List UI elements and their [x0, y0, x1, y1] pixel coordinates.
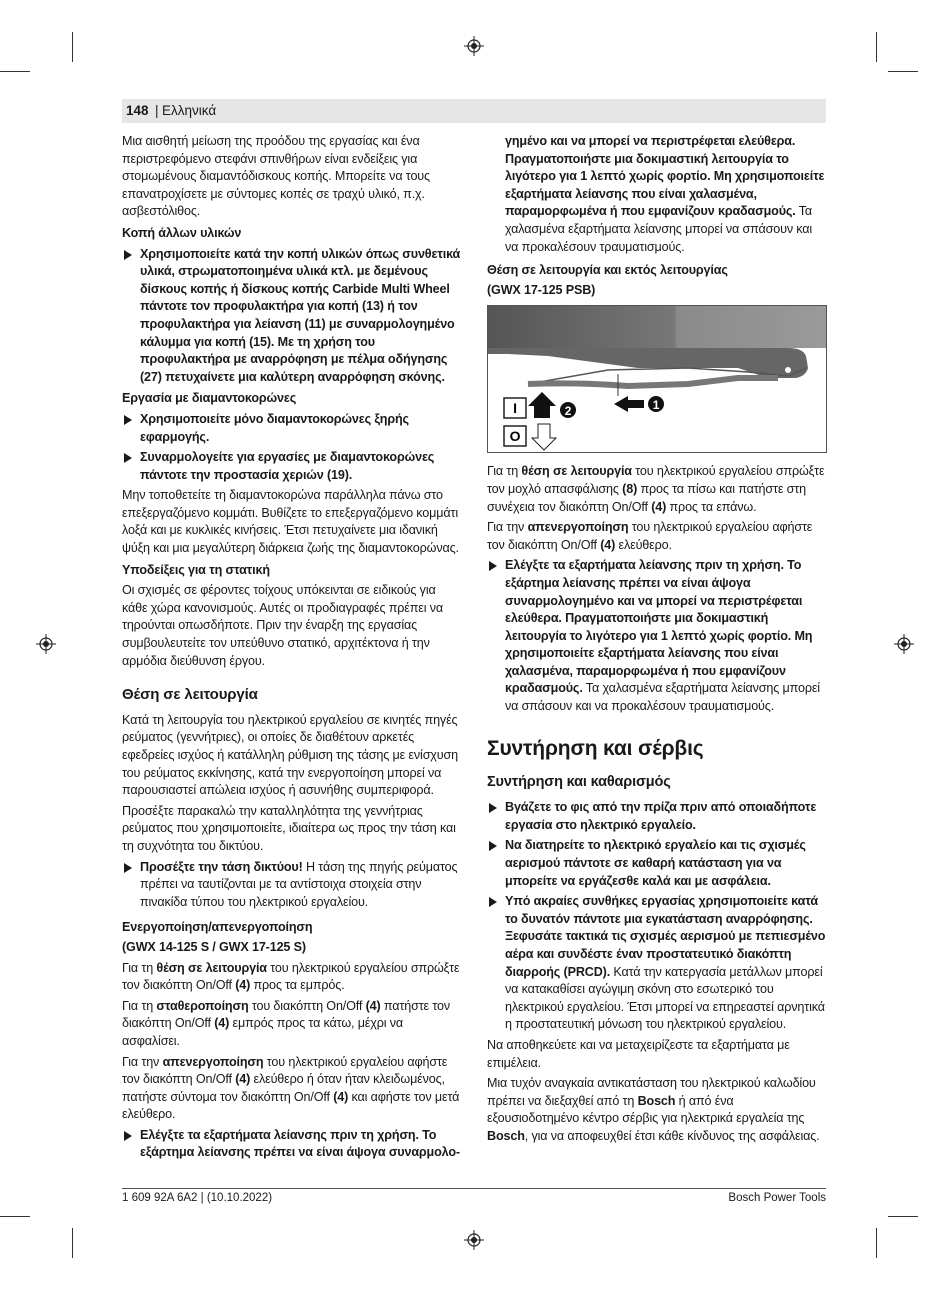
bullet-check-continued	[487, 133, 827, 256]
text-run: του ηλεκτρικού εργαλείου σπρώξτε τον μοχλό απασφάλισης	[487, 464, 825, 496]
heading-diamond-bits: Εργασία με διαμαντοκορώνες	[122, 391, 297, 406]
text-run: Για την	[487, 520, 528, 535]
bullet-extreme-conditions	[487, 893, 827, 1034]
crop-mark	[888, 1216, 918, 1217]
text-run: (4)	[235, 978, 251, 993]
text-run: , για να αποφευχθεί έτσι κάθε κίνδυνος της ασφάλειας.	[524, 1128, 820, 1143]
paragraph-switch-lock	[122, 998, 462, 1051]
text-run: του ηλεκτρικού εργαλείου σπρώξτε τον διακόπτη On/Off	[122, 960, 460, 993]
bullet-extreme-rest: Κατά την κατεργασία μετάλλων μπορεί να κατακαθίσει αγώγιμη σκόνη στο εσωτερικό του ηλεκτρικού εργαλείου. Έτσι μπορεί να επηρεαστεί αρνητικά η προστατευτική μόνωση του ηλεκτρικού εργαλείου.	[505, 964, 825, 1032]
text-run: (4)	[651, 499, 667, 514]
text-run: (4)	[333, 1089, 349, 1104]
text-run: Για την	[122, 1054, 163, 1069]
text-run: του ηλεκτρικού εργαλείου αφήστε τον διακόπτη On/Off	[122, 1054, 448, 1087]
paragraph-switch-off	[122, 1054, 462, 1124]
label-1: 1	[652, 398, 660, 413]
heading-on-off-psb-model: (GWX 17-125 PSB)	[487, 282, 596, 297]
text-run: σταθεροποίηση	[156, 998, 249, 1013]
bullet-check-continued-rest: Τα χαλασμένα εξαρτήματα λείανσης μπορεί να σπάσουν και να προκαλέσουν τραυματισμούς.	[505, 204, 813, 254]
text-run: απενεργοποίηση	[162, 1054, 264, 1069]
crop-mark	[0, 1216, 30, 1217]
text-run: εμπρός προς τα κάτω, μέχρι να ασφαλίσει.	[122, 1016, 404, 1048]
text-run: θέση σε λειτουργία	[156, 960, 267, 975]
crop-mark	[888, 71, 918, 72]
paragraph-dull-discs: Μια αισθητή μείωση της προόδου της εργασίας και ένα περιστρεφόμενο στεφάνι σπινθήρων είναι ενδείξεις για στομωμένους διαμαντόδισκους κοπής. Μπορείτε να τους επανατροχίσετε με σύντομες κοπές σε τραχύ υλικό, π.χ. ασβεστόλιθος.	[122, 134, 430, 219]
bullet-voltage-bold: Προσέξτε την τάση δικτύου!	[140, 859, 303, 874]
bullet-extreme-bold: Υπό ακραίες συνθήκες εργασίας χρησιμοποιείτε κατά το δυνατόν πάντοτε μια εγκατάσταση αναρρόφησης. Ξεφυσάτε τακτικά τις σχισμές αερισμού με πεπιεσμένο αέρα και συνδέστε έναν προστατευτικό διακόπτη διαρροής (PRCD).	[505, 894, 826, 979]
text-run: (4)	[600, 537, 616, 552]
paragraph-psb-off	[487, 519, 827, 554]
text-run: του ηλεκτρικού εργαλείου αφήστε τον διακόπτη On/Off	[487, 520, 813, 552]
text-run: Μια τυχόν αναγκαία αντικατάσταση του ηλεκτρικού καλωδίου πρέπει να διεξαχθεί από τη	[487, 1076, 816, 1108]
paddle-switch-illustration	[488, 306, 826, 452]
text-run: ελεύθερο ή όταν ήταν κλειδωμένος, πατήστε σύντομα τον διακόπτη On/Off	[122, 1072, 445, 1104]
text-run: Bosch	[637, 1093, 676, 1108]
paragraph-generator-suitability: Προσέξτε παρακαλώ την καταλληλότητα της γεννήτριας ρεύματος που χρησιμοποιείτε, ιδιαίτερα ως προς την τάση και τη συχνότητα του δικτύου.	[122, 803, 456, 853]
bullet-voltage	[122, 859, 462, 912]
bullet-diamond-hand-guard-text: Συναρμολογείτε για εργασίες με διαμαντοκορώνες πάντοτε την προστασία χεριών (19).	[140, 450, 435, 482]
paragraph-cable-replacement	[487, 1075, 827, 1145]
paragraph-static: Οι σχισμές σε φέροντες τοίχους υπόκεινται σε ειδικούς για κάθε χώρα κανονισμούς. Αυτές οι προδιαγραφές πρέπει να τηρούνται οπωσδήποτε. Πριν την έναρξη της εργασίας συμβουλευτείτε τον υπεύθυνο στατικό, αρχιτέκτονα ή την αρμόδια διεύθυνση έργου.	[122, 583, 444, 668]
heading-on-off-models: (GWX 14-125 S / GWX 17-125 S)	[122, 939, 306, 954]
heading-on-off: Ενεργοποίηση/απενεργοποίηση	[122, 920, 313, 935]
registration-mark-icon	[894, 634, 914, 654]
figure-paddle-switch	[487, 305, 827, 453]
text-run: του διακόπτη On/Off	[248, 998, 366, 1013]
paragraph-generators: Κατά τη λειτουργία του ηλεκτρικού εργαλείου σε κινητές πηγές ρεύματος (γεννήτριες), οι οποίες δε διαθέτουν αρκετές εφεδρείες ισχύος ή κατάλληλη ρύθμιση της τάσης με ενίσχυση του ρεύματος εκκίνησης, κατά την ενεργοποίηση μπορεί να παρουσιαστεί απώλεια ισχύος ή ασυνήθης συμπεριφορά.	[122, 712, 458, 798]
bullet-cut-other	[122, 246, 462, 387]
arrow-up-icon	[528, 392, 556, 418]
right-column	[487, 133, 827, 1149]
bullet-check-accessories-text: Ελέγξτε τα εξαρτήματα λείανσης πριν τη χρήση. Το εξάρτημα λείανσης πρέπει να είναι άψογα συναρμολο-	[140, 1127, 460, 1160]
footer-doc-code: 1 609 92A 6A2 | (10.10.2022)	[122, 1192, 273, 1204]
crop-mark	[72, 1228, 73, 1258]
bullet-check2-bold: Ελέγξτε τα εξαρτήματα λείανσης πριν τη χρήση. Το εξάρτημα λείανσης πρέπει να είναι άψογα συναρμολογημένο και να μπορεί να περιστρέφεται ελεύθερα. Πραγματοποιήστε μια δοκιμαστική λειτουργία το λιγότερο για 1 λεπτό χωρίς φορτίο. Μη χρησιμοποιείτε εξαρτήματα λείανσης που είναι χαλασμένα, παραμορφωμένα ή που εμφανίζουν κραδασμούς.	[505, 558, 813, 696]
text-run: Για τη	[487, 464, 522, 479]
arrow-down-icon	[532, 424, 556, 450]
text-run: (4)	[235, 1072, 251, 1087]
page-header	[122, 99, 826, 123]
text-run: πατήστε τον διακόπτη On/Off	[122, 998, 451, 1031]
crop-mark	[0, 71, 30, 72]
text-run: Bosch	[487, 1128, 525, 1143]
text-run: Για τη	[122, 960, 157, 975]
heading-operation: Θέση σε λειτουργία	[122, 686, 258, 704]
heading-maintenance-cleaning: Συντήρηση και καθαρισμός	[487, 773, 671, 790]
heading-maintenance-service: Συντήρηση και σέρβις	[487, 736, 704, 760]
text-run: (8)	[622, 481, 638, 496]
text-run: προς τα εμπρός.	[250, 978, 345, 993]
text-run: ελεύθερο.	[615, 537, 672, 552]
bullet-check-continued-bold: γημένο και να μπορεί να περιστρέφεται ελεύθερα. Πραγματοποιήστε μια δοκιμαστική λειτουργία το λιγότερο για 1 λεπτό χωρίς φορτίο. Μη χρησιμοποιείτε εξαρτήματα λείανσης που είναι χαλασμένα, παραμορφωμένα ή που εμφανίζουν κραδασμούς.	[505, 134, 825, 219]
heading-static: Υποδείξεις για τη στατική	[122, 562, 270, 577]
heading-on-off-psb: Θέση σε λειτουργία και εκτός λειτουργίας	[487, 263, 728, 278]
paragraph-diamond: Μην τοποθετείτε τη διαμαντοκορώνα παράλληλα πάνω στο επεξεργαζόμενο κομμάτι. Βυθίζετε το επεξεργαζόμενο κομμάτι λοξά και με κυκλικές κινήσεις. Έτσι πετυχαίνετε μια ιδανική ψύξη και μια μεγαλύτερη διάρκεια ζωής της διαμαντοκορώνας.	[122, 488, 459, 556]
header-language: Ελληνικά	[162, 103, 217, 118]
heading-cut-other-materials: Κοπή άλλων υλικών	[122, 225, 242, 240]
page-number: 148	[126, 103, 149, 118]
footer-rule	[122, 1188, 826, 1189]
bullet-unplug	[487, 799, 827, 834]
header-separator: |	[155, 103, 159, 118]
bullet-check2-rest: Τα χαλασμένα εξαρτήματα λείανσης μπορεί να σπάσουν και να προκαλέσουν τραυματισμούς.	[505, 681, 820, 714]
bullet-diamond-hand-guard	[122, 449, 462, 484]
left-column	[122, 133, 462, 1165]
text-run: Για τη	[122, 998, 157, 1013]
bullet-voltage-rest: Η τάση της πηγής ρεύματος πρέπει να ταυτίζονται με τα αντίστοιχα στοιχεία στην πινακίδα τύπου του ηλεκτρικού εργαλείου.	[140, 859, 458, 909]
off-symbol: O	[509, 428, 521, 445]
registration-mark-icon	[464, 36, 484, 56]
arrow-left-icon	[614, 396, 644, 412]
registration-mark-icon	[464, 1230, 484, 1250]
text-run: θέση σε λειτουργία	[521, 464, 632, 479]
paragraph-psb-on	[487, 463, 827, 516]
text-run: απενεργοποίηση	[527, 520, 629, 535]
bullet-check-accessories	[122, 1127, 462, 1162]
text-run: και αφήστε τον μετά ελεύθερο.	[122, 1089, 460, 1122]
bullet-cut-other-text: Χρησιμοποιείτε κατά την κοπή υλικών όπως συνθετικά υλικά, στρωματοποιημένα υλικά κτλ. με δεμένους δίσκους κοπής ή δίσκους κοπής Carbide Multi Wheel πάντοτε τον προφυλακτήρα για κοπή (13) ή τον προφυλακτήρα για λείανση (11) με συναρμολογημένο κάλυμμα για κοπή (15). Με τη χρήση του προφυλακτήρα με αναρρόφηση με πέλμα οδήγησης (27) πετυχαίνετε μια καλύτερη αναρρόφηση σκόνης.	[140, 246, 461, 384]
text-run: προς τα πίσω και πατήστε στη συνέχεια τον διακόπτη On/Off	[487, 481, 806, 514]
footer-brand: Bosch Power Tools	[728, 1192, 826, 1204]
on-symbol: I	[513, 400, 517, 417]
crop-mark	[876, 1228, 877, 1258]
text-run: ή από ένα εξουσιοδοτημένο κέντρο σέρβις για ηλεκτρικά εργαλεία της	[487, 1093, 805, 1126]
crop-mark	[72, 32, 73, 62]
bullet-check-accessories-2	[487, 557, 827, 715]
bullet-keep-clean	[487, 837, 827, 890]
crop-mark	[876, 32, 877, 62]
paragraph-store-accessories: Να αποθηκεύετε και να μεταχειρίζεστε τα εξαρτήματα με επιμέλεια.	[487, 1037, 790, 1070]
paragraph-switch-on	[122, 960, 462, 995]
bullet-unplug-text: Βγάζετε το φις από την πρίζα πριν από οποιαδήποτε εργασία στο ηλεκτρικό εργαλείο.	[505, 800, 817, 832]
bullet-diamond-dry	[122, 411, 462, 446]
text-run: προς τα επάνω.	[666, 499, 757, 514]
text-run: (4)	[214, 1016, 230, 1031]
label-2: 2	[564, 404, 572, 419]
bullet-diamond-dry-text: Χρησιμοποιείτε μόνο διαμαντοκορώνες ξηρής εφαρμογής.	[140, 411, 409, 444]
registration-mark-icon	[36, 634, 56, 654]
bullet-keep-clean-text: Να διατηρείτε το ηλεκτρικό εργαλείο και τις σχισμές αερισμού πάντοτε σε καθαρή κατάσταση για να μπορείτε να εργάζεσθε καλά και με ασφάλεια.	[505, 838, 806, 888]
text-run: (4)	[365, 998, 381, 1013]
